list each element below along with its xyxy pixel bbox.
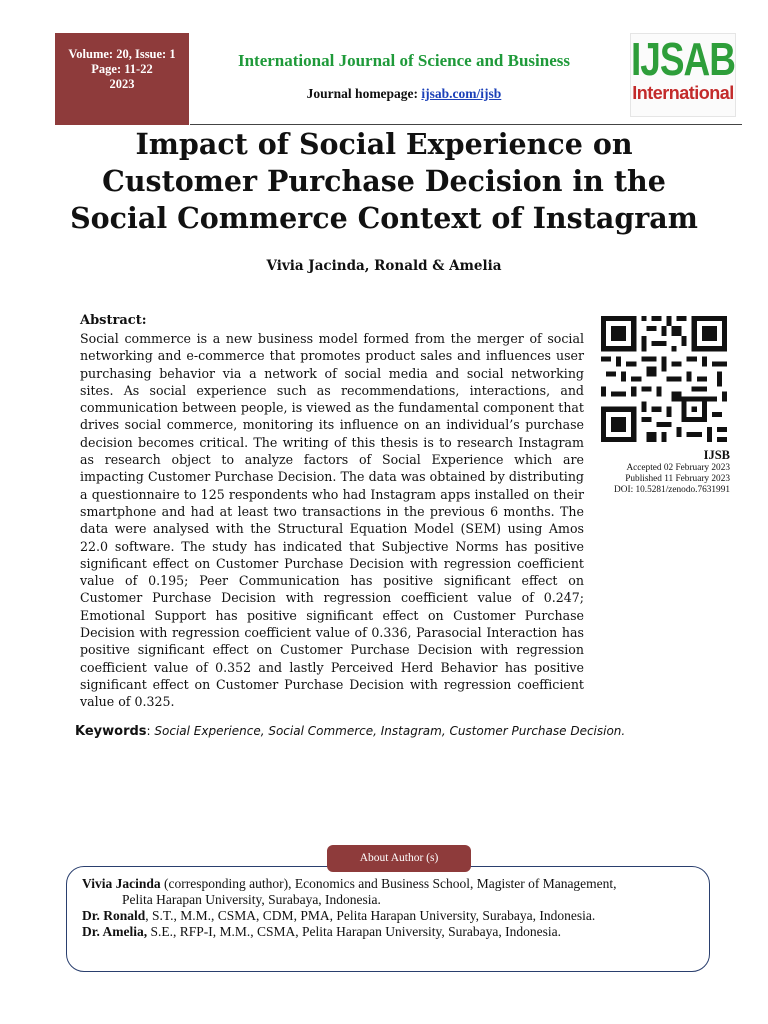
journal-abbreviation: IJSB bbox=[703, 448, 730, 462]
author-entry bbox=[82, 908, 694, 924]
volume-info-box bbox=[55, 33, 189, 125]
header-divider bbox=[190, 124, 742, 125]
author-affiliation: , S.T., M.M., CSMA, CDM, PMA, Pelita Harapan University, Surabaya, Indonesia. bbox=[145, 908, 596, 923]
abstract-heading: Abstract: bbox=[80, 313, 147, 328]
author-name: Dr. Amelia, bbox=[82, 924, 148, 939]
abstract-body: Social commerce is a new business model formed from the merger of social networking and e-commerce that promotes product sales and influences user purchasing behavior via a network of social media and social networking sites. As social experience such as recommendations, interactions, and communication between people, is viewed as the fundamental component that drives social commerce, monitoring its influence on an individual’s purchase decision becomes critical. The writing of this thesis is to research Instagram as research object to analyze factors of Social Experience which are impacting Customer Purchase Decision. The data was obtained by distributing a questionnaire to 125 respondents who had Instagram apps installed on their smartphone and had at least two transactions in the previous 6 months. The data were analysed with the Structural Equation Model (SEM) using Amos 22.0 software. The study has indicated that Subjective Norms has positive significant effect on Customer Purchase Decision with regression coefficient value of 0.195; Peer Communication has positive significant effect on Customer Purchase Decision with regression coefficient value of 0.247; Emotional Support has positive significant effect on Customer Purchase Decision with regression coefficient value of 0.336, Parasocial Interaction has positive significant effect on Customer Purchase Decision with regression coefficient value of 0.352 and lastly Perceived Herd Behavior has positive significant effect on Customer Purchase Decision with regression coefficient value of 0.325. bbox=[80, 331, 584, 710]
homepage-label: Journal homepage: bbox=[306, 86, 422, 101]
volume-issue: Volume: 20, Issue: 1 bbox=[68, 47, 176, 61]
author-entry bbox=[82, 924, 694, 940]
author-name: Dr. Ronald bbox=[82, 908, 146, 923]
publication-year: 2023 bbox=[109, 77, 135, 91]
author-affiliation: S.E., RFP-I, M.M., CSMA, Pelita Harapan University, Surabaya, Indonesia. bbox=[147, 924, 561, 939]
article-info bbox=[580, 448, 730, 496]
author-affiliations bbox=[82, 876, 694, 940]
about-author-tab: About Author (s) bbox=[327, 845, 471, 872]
title-line: Customer Purchase Decision in the bbox=[102, 164, 666, 198]
keywords-separator: : bbox=[146, 724, 155, 738]
published-date: Published 11 February 2023 bbox=[625, 474, 730, 484]
paper-title bbox=[40, 126, 728, 237]
author-name: Vivia Jacinda bbox=[82, 876, 161, 891]
logo-sub-text: International bbox=[632, 83, 734, 103]
author-line: Vivia Jacinda, Ronald & Amelia bbox=[266, 258, 502, 274]
homepage-link[interactable]: ijsab.com/ijsb bbox=[421, 86, 502, 101]
journal-logo bbox=[630, 33, 736, 117]
keywords bbox=[75, 724, 735, 739]
title-line: Impact of Social Experience on bbox=[135, 127, 633, 161]
qr-code-icon bbox=[601, 313, 727, 445]
accepted-date: Accepted 02 February 2023 bbox=[626, 463, 730, 473]
doi: DOI: 10.5281/zenodo.7631991 bbox=[614, 485, 730, 495]
logo-main-text: IJSAB bbox=[631, 33, 735, 85]
page-range: Page: 11-22 bbox=[91, 62, 153, 76]
author-entry bbox=[82, 876, 694, 892]
title-line: Social Commerce Context of Instagram bbox=[70, 201, 698, 235]
author-affiliation-cont: Pelita Harapan University, Surabaya, Indonesia. bbox=[122, 892, 381, 907]
keywords-label: Keywords bbox=[75, 724, 147, 739]
author-affiliation: (corresponding author), Economics and Business School, Magister of Management, bbox=[160, 876, 617, 891]
keywords-value: Social Experience, Social Commerce, Instagram, Customer Purchase Decision. bbox=[154, 724, 626, 738]
journal-homepage bbox=[190, 86, 618, 102]
journal-name: International Journal of Science and Business bbox=[237, 51, 570, 70]
